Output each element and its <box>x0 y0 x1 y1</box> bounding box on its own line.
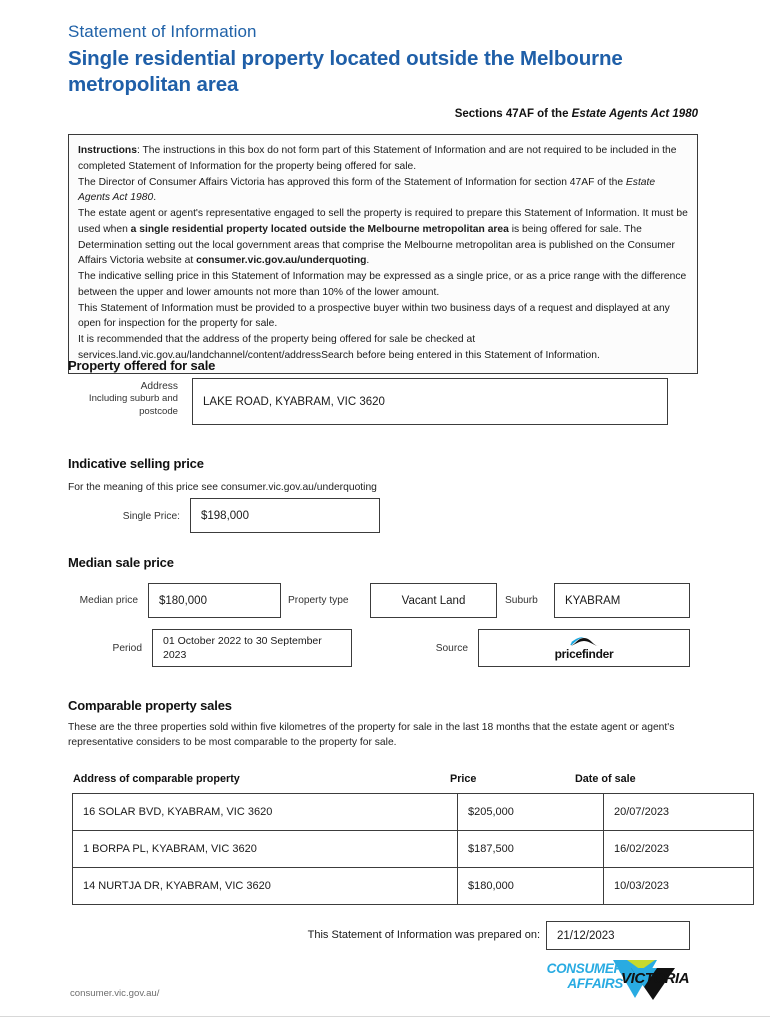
cell-date: 10/03/2023 <box>604 868 754 905</box>
address-label-sub-2: postcode <box>139 406 178 418</box>
instructions-box <box>68 134 698 374</box>
section-heading-median-price: Median sale price <box>68 555 174 570</box>
instructions-emphasis: a single residential property located outside the Melbourne metropolitan area <box>130 223 509 235</box>
indicative-price-note: For the meaning of this price see consumer.vic.gov.au/underquoting <box>68 482 377 493</box>
single-price-field[interactable] <box>190 498 380 533</box>
legislation-act-name: Estate Agents Act 1980 <box>571 108 698 120</box>
column-header-address: Address of comparable property <box>73 773 240 785</box>
instructions-url: consumer.vic.gov.au/underquoting <box>196 255 367 267</box>
median-price-label: Median price <box>79 595 138 606</box>
property-type-label: Property type <box>288 595 349 606</box>
cell-date: 20/07/2023 <box>604 794 754 831</box>
column-header-price: Price <box>450 773 477 785</box>
pricefinder-roof-icon <box>567 636 601 647</box>
consumer-affairs-victoria-logo <box>505 958 701 1000</box>
property-type-value: Vacant Land <box>401 594 466 607</box>
comparable-sales-table-body <box>73 794 754 905</box>
pricefinder-logo <box>555 636 614 660</box>
instructions-paragraph-3 <box>78 206 688 269</box>
table-row <box>73 794 754 831</box>
source-field[interactable] <box>478 629 690 667</box>
page-title: Single residential property located outside the Melbourne metropolitan area <box>68 47 623 97</box>
table-row <box>73 868 754 905</box>
section-heading-indicative-price: Indicative selling price <box>68 456 204 471</box>
cell-price: $187,500 <box>458 831 604 868</box>
pricefinder-wordmark: pricefinder <box>554 647 614 661</box>
cell-address: 1 BORPA PL, KYABRAM, VIC 3620 <box>73 831 458 868</box>
median-price-value: $180,000 <box>159 594 207 607</box>
address-label <box>62 380 178 419</box>
single-price-label: Single Price: <box>122 511 180 522</box>
address-field[interactable] <box>192 378 668 425</box>
period-field[interactable] <box>152 629 352 667</box>
prepared-on-date: 21/12/2023 <box>557 929 615 942</box>
footer-divider <box>0 1016 770 1017</box>
address-label-sub-1: Including suburb and <box>88 393 178 405</box>
instructions-paragraph-5: This Statement of Information must be provided to a prospective buyer within two business days of a request and displayed at any open for inspection for the property for sale. <box>78 302 670 330</box>
property-type-field[interactable] <box>370 583 497 618</box>
period-label: Period <box>112 643 142 654</box>
legislation-reference <box>68 108 698 120</box>
cav-wordmark-line-1: CONSUMER <box>546 961 623 976</box>
suburb-value: KYABRAM <box>565 594 621 607</box>
cell-address: 16 SOLAR BVD, KYABRAM, VIC 3620 <box>73 794 458 831</box>
instructions-text-1: : The instructions in this box do not form part of this Statement of Information and are not required to be included in the completed Statement of Information for the property being offered for sale. <box>78 145 677 172</box>
median-price-field[interactable] <box>148 583 281 618</box>
cav-state-wordmark: VICTORIA <box>621 970 690 987</box>
instructions-text-3a: The estate agent or agent's representative engaged to sell the property is required to prepare this Statement of Information. It must be used when <box>78 208 688 235</box>
legislation-prefix: Sections 47AF of the <box>454 108 572 120</box>
source-label: Source <box>435 643 468 654</box>
document-eyebrow: Statement of Information <box>68 22 257 41</box>
section-heading-comparable-sales: Comparable property sales <box>68 698 232 713</box>
cell-price: $205,000 <box>458 794 604 831</box>
instructions-paragraph-6: It is recommended that the address of the property being offered for sale be checked at services.land.vic.gov.au/landchannel/content/addressSearch before being entered in this Statement of Information. <box>78 334 600 361</box>
instructions-text-3b: is being offered for sale. The Determination setting out the local government areas that comprise the Melbourne metropolitan area is published on the Consumer Affairs Victoria website at <box>78 223 675 267</box>
comparable-sales-table <box>72 793 754 905</box>
instructions-text-2a: The Director of Consumer Affairs Victoria has approved this form of the Statement of Information for section 47AF of the <box>78 176 626 188</box>
address-label-main: Address <box>140 381 178 392</box>
cell-date: 16/02/2023 <box>604 831 754 868</box>
period-value: 01 October 2022 to 30 September 2023 <box>163 634 322 661</box>
instructions-text-3c: . <box>366 255 370 267</box>
instructions-text-2b: . <box>153 192 157 204</box>
comparable-sales-note: These are the three properties sold within five kilometres of the property for sale in the last 18 months that the estate agent or agent's representative considers to be most comparable to the property for sale. <box>68 722 675 749</box>
cell-address: 14 NURTJA DR, KYABRAM, VIC 3620 <box>73 868 458 905</box>
prepared-on-label: This Statement of Information was prepared on: <box>307 929 540 941</box>
suburb-label: Suburb <box>505 595 538 606</box>
single-price-value: $198,000 <box>201 509 249 522</box>
section-heading-property-offered: Property offered for sale <box>68 358 216 373</box>
instructions-paragraph-1 <box>78 143 688 175</box>
instructions-act-name-1: Estate Agents Act 1980 <box>78 176 656 204</box>
cav-wordmark-line-2: AFFAIRS <box>567 976 623 992</box>
address-value: LAKE ROAD, KYABRAM, VIC 3620 <box>203 395 385 408</box>
instructions-paragraph-2 <box>78 175 688 207</box>
suburb-field[interactable] <box>554 583 690 618</box>
footer-url[interactable]: consumer.vic.gov.au/ <box>70 988 160 999</box>
column-header-date: Date of sale <box>575 773 636 785</box>
instructions-paragraph-4: The indicative selling price in this Statement of Information may be expressed as a single price, or as a price range with the difference between the upper and lower amounts not more than 10% of the lower amount. <box>78 271 687 298</box>
instructions-label: Instructions <box>78 145 137 156</box>
prepared-on-field[interactable] <box>546 921 690 950</box>
cav-wordmark <box>505 961 623 991</box>
table-row <box>73 831 754 868</box>
cell-price: $180,000 <box>458 868 604 905</box>
